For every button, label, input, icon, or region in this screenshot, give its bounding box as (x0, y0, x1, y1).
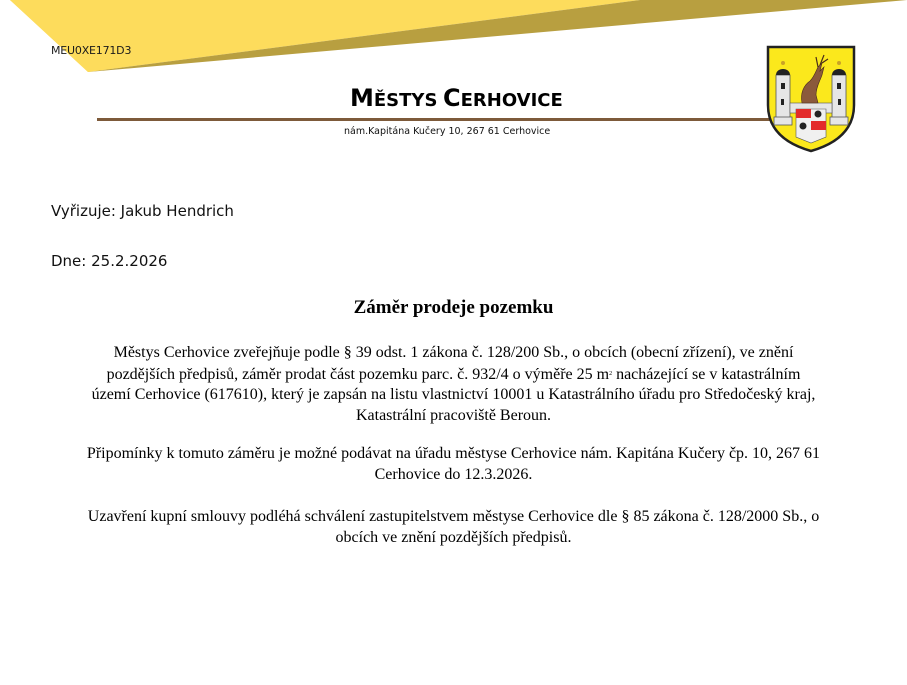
municipality-address: nám.Kapitána Kučery 10, 267 61 Cerhovice (344, 126, 551, 137)
handler-info: Vyřizuje: Jakub Hendrich (51, 202, 234, 220)
document-id: MEU0XE171D3 (51, 44, 132, 57)
document-heading: Záměr prodeje pozemku (353, 297, 554, 318)
paragraph-contract: Uzavření kupní smlouvy podléhá schválení zastupitelstvem městyse Cerhovice dle § 85 zákona č. 128/2000 Sb., o obcích ve znění pozdějších předpisů. (87, 508, 820, 546)
header-rule (97, 118, 773, 121)
document-date: Dne: 25.2.2026 (51, 252, 168, 270)
paragraph-comments: Připomínky k tomuto záměru je možné podávat na úřadu městyse Cerhovice nám. Kapitána Kučery čp. 10, 267 61 Cerhovice do 12.3.2026. (86, 445, 821, 483)
banner-yellow-shape-main (10, 0, 640, 72)
paragraph-intent: Městys Cerhovice zveřejňuje podle § 39 odst. 1 zákona č. 128/200 Sb., o obcích (obecní zřízení), ve znění pozdějších předpisů, záměr prodat část pozemku parc. č. 932/4 o výměře 25 $m^2$ nacházející se v katastrálním území Cerhovice (617610), který je zapsán na listu vlastnictví 10001 u Katastrálního úřadu pro Středočeský kraj, Katastrální pracoviště Beroun. (91, 344, 816, 424)
coat-of-arms-icon (766, 45, 856, 153)
municipality-title: MĚSTYS CERHOVICE (350, 84, 563, 112)
